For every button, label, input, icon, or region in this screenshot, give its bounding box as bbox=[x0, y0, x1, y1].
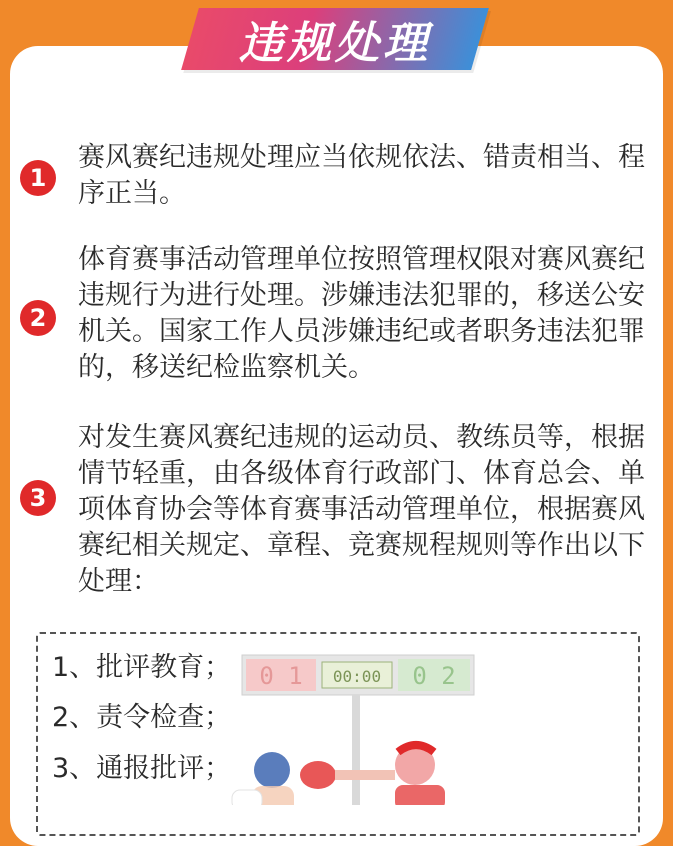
score-left: 0 1 bbox=[259, 662, 303, 690]
penalty-item-3: 3、通报批评； bbox=[52, 753, 232, 784]
score-time: 00:00 bbox=[332, 667, 382, 686]
number-badge-1: 1 bbox=[20, 160, 56, 196]
rule-paragraph-3: 对发生赛风赛纪违规的运动员、教练员等，根据情节轻重，由各级体育行政部门、体育总会、单项体育协会等体育赛事活动管理单位，根据赛风赛纪相关规定、章程、竞赛规程规则等作出以下处理： bbox=[78, 422, 645, 597]
rule-paragraph-1: 赛风赛纪违规处理应当依规依法、错责相当、程序正当。 bbox=[78, 142, 645, 209]
left-boxer-head bbox=[254, 752, 290, 788]
penalty-item-2: 2、责令检查； bbox=[52, 702, 232, 733]
rule-paragraph-2: 体育赛事活动管理单位按照管理权限对赛风赛纪违规行为进行处理。涉嫌违法犯罪的，移送公安机关。国家工作人员涉嫌违纪或者职务违法犯罪的，移送纪检监察机关。 bbox=[78, 244, 645, 383]
penalty-item-1: 1、批评教育； bbox=[52, 652, 232, 683]
page-title: 违规处理 bbox=[239, 18, 431, 69]
number-badge-2: 2 bbox=[20, 300, 56, 336]
score-right: 0 2 bbox=[412, 662, 456, 690]
right-boxer-glove bbox=[300, 761, 336, 789]
number-badge-3: 3 bbox=[20, 480, 56, 516]
